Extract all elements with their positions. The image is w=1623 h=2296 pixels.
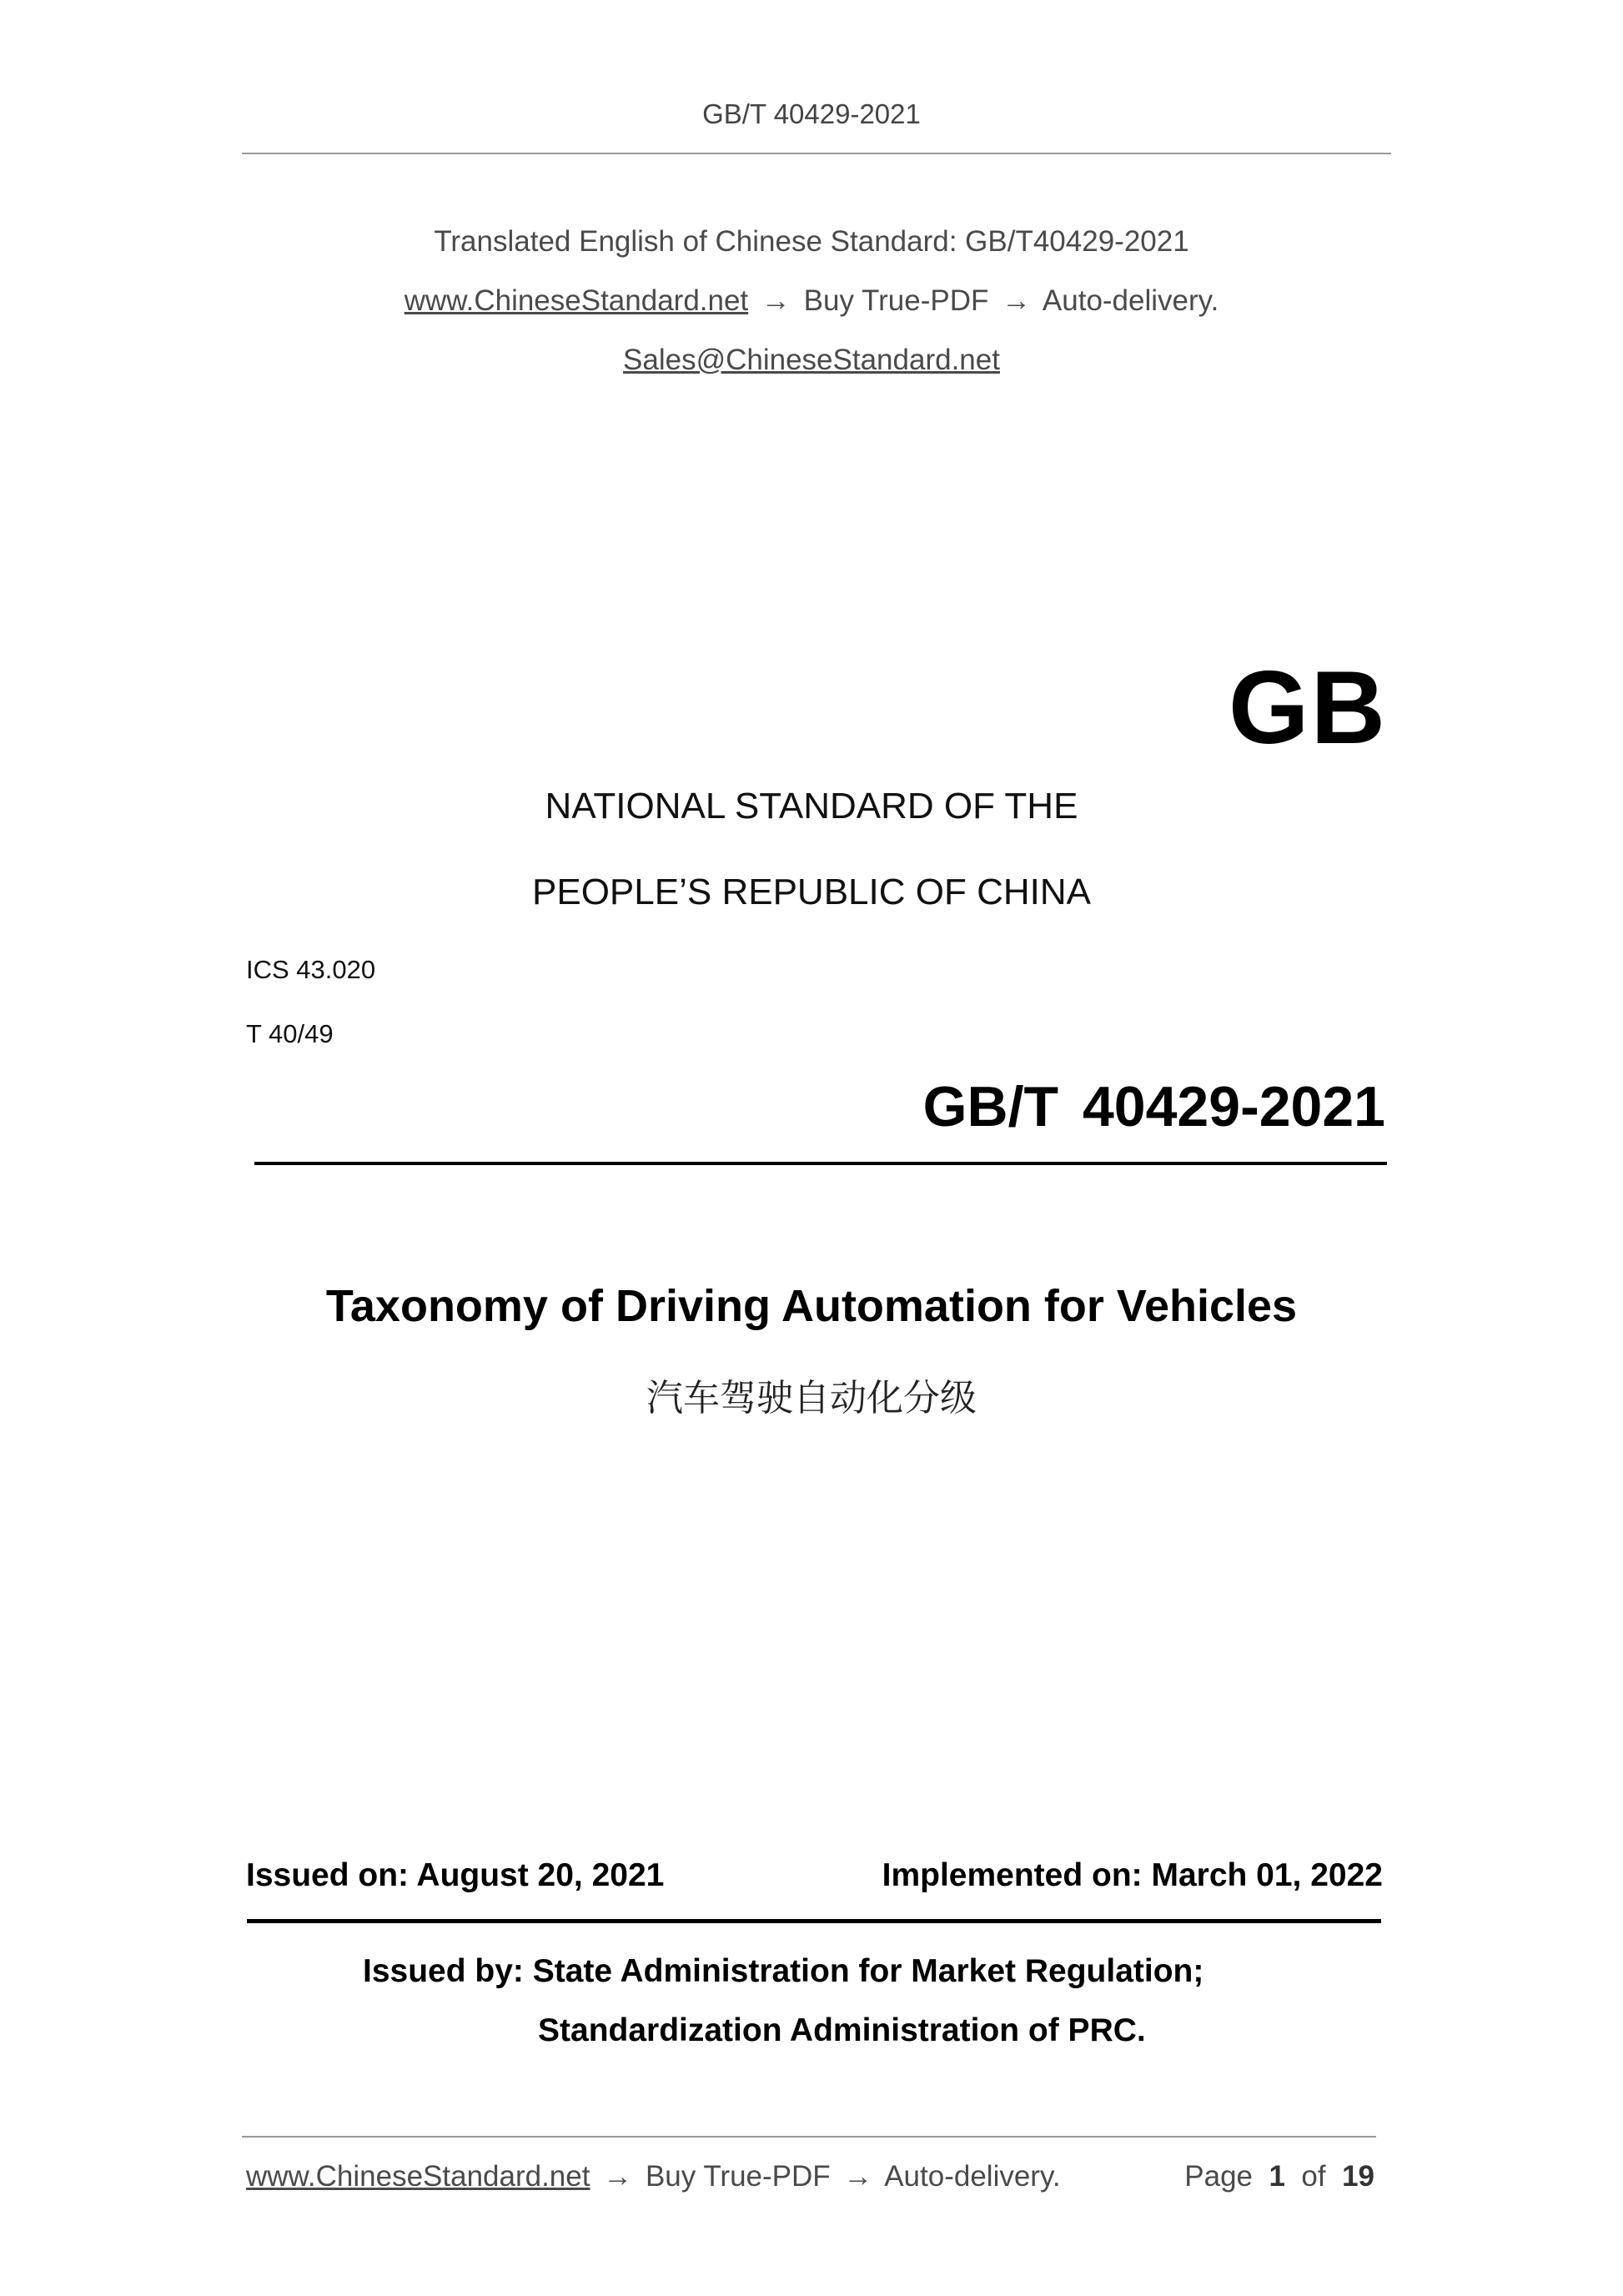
footer-delivery-text: Auto-delivery. bbox=[884, 2160, 1061, 2193]
footer-website-link[interactable]: www.ChineseStandard.net bbox=[246, 2160, 590, 2193]
national-standard-line-1: NATIONAL STANDARD OF THE bbox=[545, 786, 1078, 826]
email-line bbox=[0, 344, 1623, 377]
footer-purchase-line bbox=[246, 2160, 1061, 2193]
ccs-code: T 40/49 bbox=[246, 1019, 334, 1048]
standard-number: GB/T 40429-2021 bbox=[922, 1075, 1385, 1138]
translation-notice: Translated English of Chinese Standard: GB/T40429-2021 bbox=[434, 225, 1189, 258]
arrow-right-icon: → bbox=[843, 2160, 873, 2193]
email-link[interactable]: Sales@ChineseStandard.net bbox=[623, 344, 1000, 376]
page-label: Page bbox=[1184, 2160, 1254, 2193]
footer-buy-text: Buy True-PDF bbox=[645, 2160, 831, 2193]
delivery-text: Auto-delivery. bbox=[1042, 284, 1219, 317]
arrow-right-icon: → bbox=[1002, 284, 1032, 317]
footer-divider bbox=[242, 2136, 1376, 2138]
header-divider bbox=[242, 153, 1391, 154]
issued-on-date: Issued on: August 20, 2021 bbox=[246, 1857, 665, 1893]
buy-text: Buy True-PDF bbox=[803, 284, 989, 317]
website-link[interactable]: www.ChineseStandard.net bbox=[404, 284, 749, 317]
implemented-on-date: Implemented on: March 01, 2022 bbox=[882, 1857, 1383, 1893]
issued-by-line-2: Standardization Administration of PRC. bbox=[538, 2012, 1146, 2048]
page-indicator bbox=[1184, 2160, 1374, 2193]
issuer-divider bbox=[247, 1919, 1381, 1923]
running-header: GB/T 40429-2021 bbox=[702, 98, 921, 129]
arrow-right-icon: → bbox=[761, 284, 791, 317]
arrow-right-icon: → bbox=[603, 2160, 633, 2193]
issued-by-line-1: Issued by: State Administration for Market Regulation; bbox=[363, 1953, 1204, 1989]
national-standard-line-2: PEOPLE’S REPUBLIC OF CHINA bbox=[532, 872, 1091, 912]
document-title-english: Taxonomy of Driving Automation for Vehicles bbox=[325, 1281, 1298, 1331]
gb-mark: GB bbox=[1229, 651, 1387, 766]
purchase-line bbox=[0, 284, 1623, 318]
page-current: 1 bbox=[1269, 2160, 1285, 2193]
of-label: of bbox=[1301, 2160, 1326, 2193]
page-total: 19 bbox=[1342, 2160, 1374, 2193]
title-divider bbox=[254, 1162, 1387, 1165]
document-title-chinese: 汽车驾驶自动化分级 bbox=[646, 1377, 977, 1419]
ics-code: ICS 43.020 bbox=[246, 955, 376, 984]
